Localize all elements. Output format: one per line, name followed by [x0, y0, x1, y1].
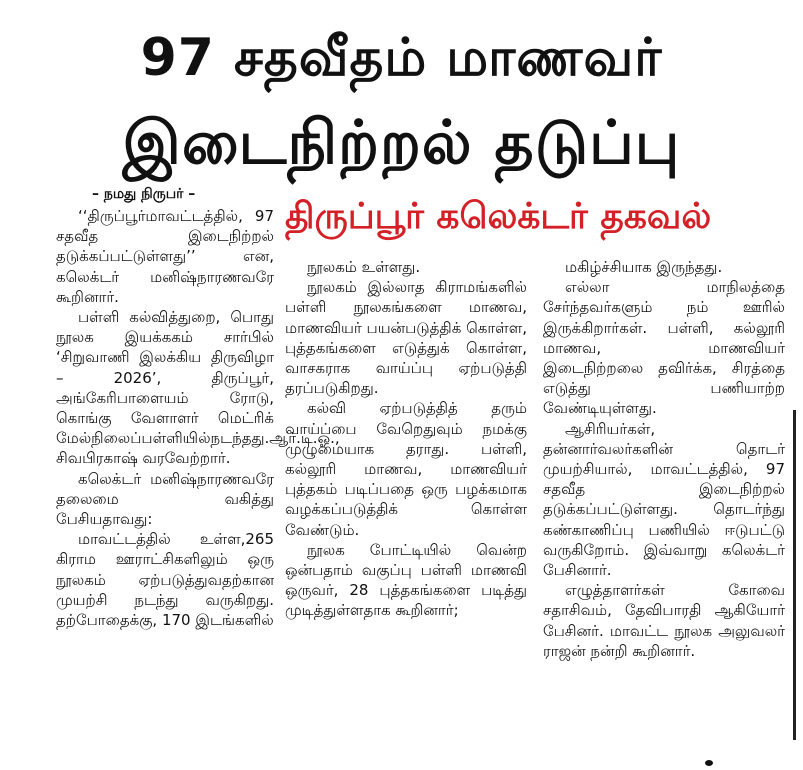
column-border-line [793, 410, 796, 740]
subheadline: திருப்பூர் கலெக்டர் தகவல் [285, 196, 712, 237]
paragraph: பள்ளி கல்வித்துறை, பொது நூலக இயக்ககம் சார்பில் ‘சிறுவாணி இலக்கிய திருவிழா – 2026’, திருப்பூர், அங்கேரிபாளையம் ரோடு, கொங்கு வேளாளர் மெட்ரிக் மேல்நிலைப்பள்ளியில்நடந்தது.ஆர்.டி.ஓ., சிவபிரகாஷ் வரவேற்றார். [56, 308, 340, 468]
paragraph: எழுத்தாளர்கள் கோவை சதாசிவம், தேவிபாரதி ஆகியோர் பேசினர். மாவட்ட நூலக அலுவலர் ராஜன் நன்றி கூறினார். [543, 581, 785, 660]
paragraph: நூலகம் இல்லாத கிராமங்களில் பள்ளி நூலகங்களை மாணவ, மாணவியர் பயன்படுத்திக் கொள்ள, புத்தகங்களை எடுத்துக் கொள்ள, வாசகராக வாய்ப்பு ஏற்படுத்தி தரப்படுகிறது. [285, 278, 528, 398]
paragraph: மகிழ்ச்சியாக இருந்தது. [565, 258, 723, 276]
paragraph: கலெக்டர் மனிஷ்நாரணவரே தலைமை வகித்து பேசியதாவது: [56, 469, 274, 529]
paragraph: ஆசிரியர்கள், தன்னார்வலர்களின் தொடர் முயற்சியால், மாவட்டத்தில், 97 சதவீத இடைநிற்றல் தடுக்கப்பட்டுள்ளது. தொடர்ந்து கண்காணிப்பு பணியில் ஈடுபட்டு வருகிறோம். இவ்வாறு கலெக்டர் பேசினார். [543, 419, 785, 580]
article-column-2 [285, 257, 527, 621]
headline-line-2: இடைநிற்றல் தடுப்பு [122, 108, 681, 178]
paragraph: ‘‘திருப்பூர்மாவட்டத்தில், 97 சதவீத இடைநிற்றல் தடுக்கப்பட்டுள்ளது’’ என, கலெக்டர் மனிஷ்நாரணவரே கூறினார். [56, 207, 274, 306]
article-column-1 [56, 206, 340, 630]
paragraph: எல்லா மாநிலத்தை சேர்ந்தவர்களும் நம் ஊரில் இருக்கிறார்கள். பள்ளி, கல்லூரி மாணவ, மாணவியர் இடைநிற்றலை தவிர்க்க, சிரத்தை எடுத்து பணியாற்ற வேண்டியுள்ளது. [543, 278, 785, 418]
page-edge-mark [705, 760, 713, 766]
byline: – நமது நிருபர் – [92, 186, 196, 202]
paragraph: நூலகம் உள்ளது. [307, 258, 421, 276]
paragraph: நூலக போட்டியில் வென்ற ஒன்பதாம் வகுப்பு பள்ளி மாணவி ஒருவர், 28 புத்தகங்களை படித்து முடித்துள்ளதாக கூறினார்; [285, 540, 527, 620]
article-column-3 [543, 257, 785, 661]
paragraph: கல்வி ஏற்படுத்தித் தரும் வாய்ப்பை வேறெதுவும் நமக்கு முழுமையாக தராது. பள்ளி, கல்லூரி மாணவ, மாணவியர் புத்தகம் படிப்பதை ஒரு பழக்கமாக வழக்கப்படுத்திக் கொள்ள வேண்டும். [285, 399, 527, 539]
headline-line-1: 97 சதவீதம் மாணவர் [140, 28, 663, 88]
paragraph: மாவட்டத்தில் உள்ள,265 கிராம ஊராட்சிகளிலும் ஒரு நூலகம் ஏற்படுத்துவதற்கான முயற்சி நடந்து வருகிறது. தற்போதைக்கு, 170 இடங்களில் [56, 530, 274, 630]
